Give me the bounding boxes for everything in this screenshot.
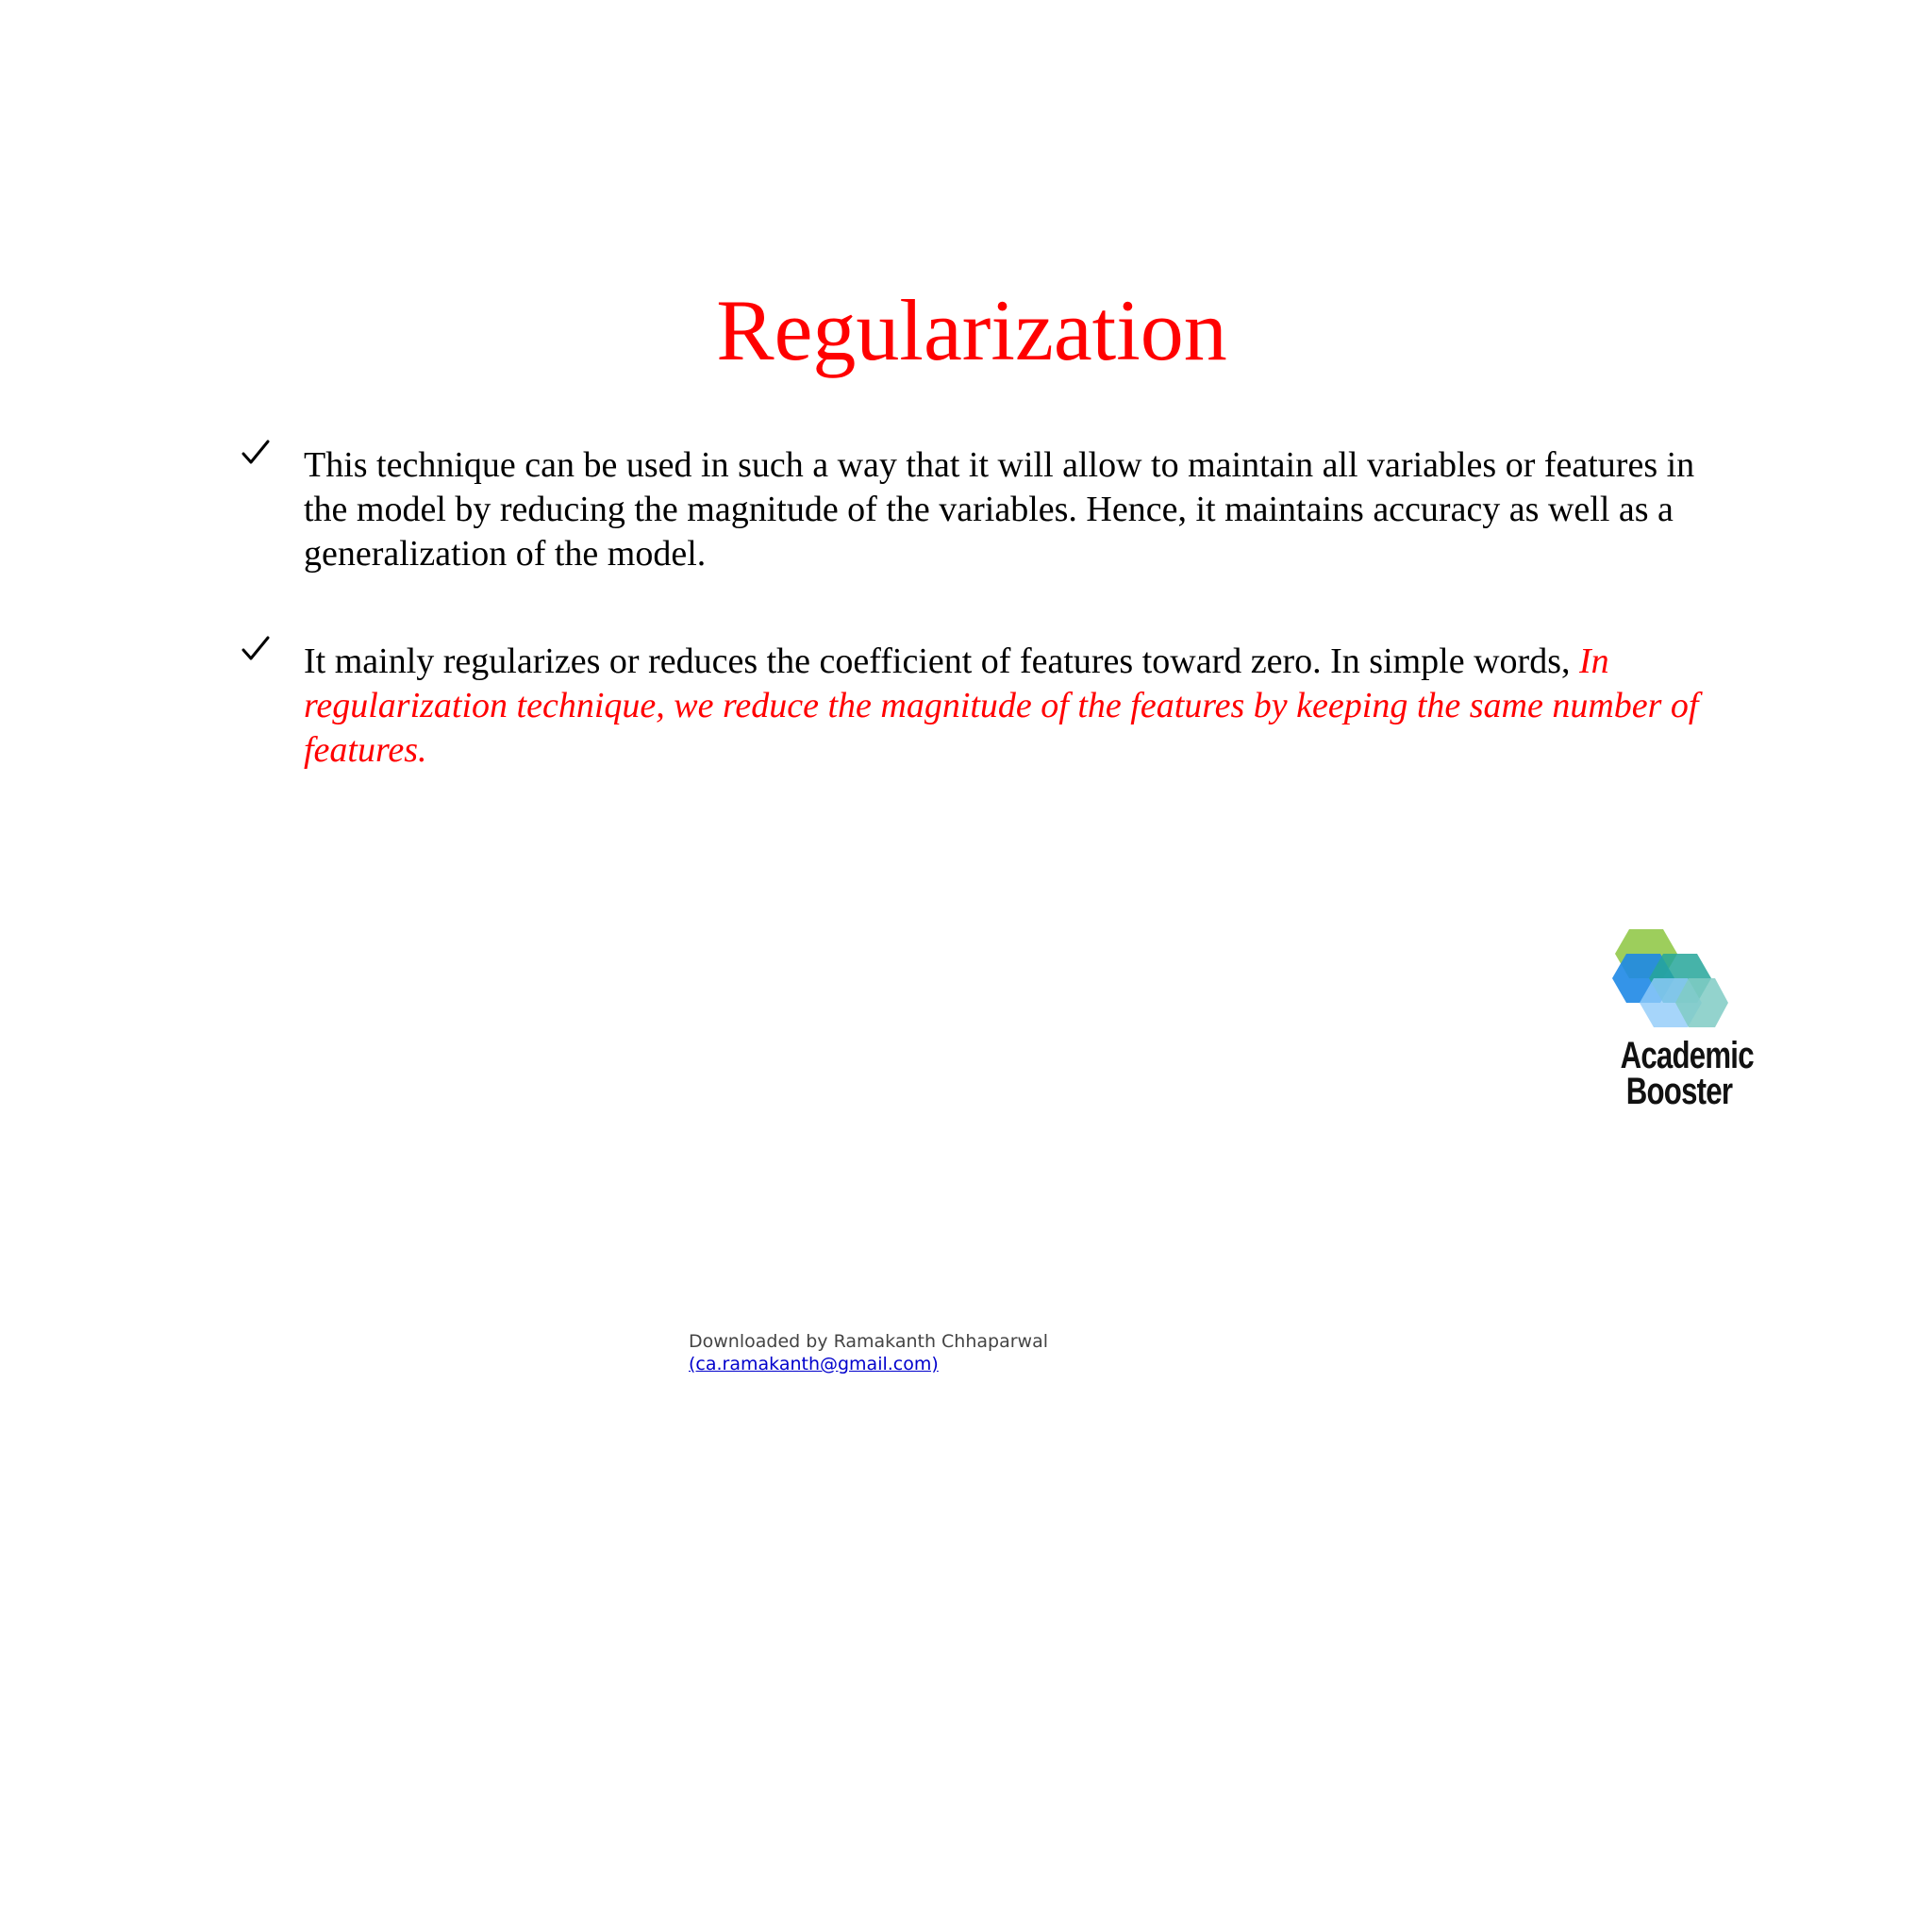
bullet-text: This technique can be used in such a way that it will allow to maintain all variables or features in the model by reducing the magnitude of the variables. Hence, it maintains accuracy as well as a generalization of the model. xyxy=(304,445,1695,574)
academic-booster-logo xyxy=(1604,929,1755,1112)
logo-text-line2: Booster xyxy=(1625,1071,1733,1112)
download-footer xyxy=(689,1330,1048,1375)
checkmark-icon xyxy=(241,438,271,468)
checkmark-icon xyxy=(241,634,271,664)
email-link[interactable]: (ca.ramakanth@gmail.com) xyxy=(689,1354,939,1374)
bullet-emphasis-text: In regularization technique, we reduce the magnitude of the features by keeping the same number of features. xyxy=(304,641,1699,770)
bullet-item xyxy=(241,640,1712,773)
bullet-text: It mainly regularizes or reduces the coefficient of features toward zero. In simple words, xyxy=(304,641,1579,681)
bullet-list xyxy=(241,443,1712,836)
logo-text-line1: Academic xyxy=(1620,1035,1754,1076)
hexagon-logo-icon xyxy=(1604,929,1755,1033)
downloaded-by-text: Downloaded by Ramakanth Chhaparwal xyxy=(689,1331,1049,1352)
bullet-item xyxy=(241,443,1712,576)
slide-title: Regularization xyxy=(716,282,1227,378)
